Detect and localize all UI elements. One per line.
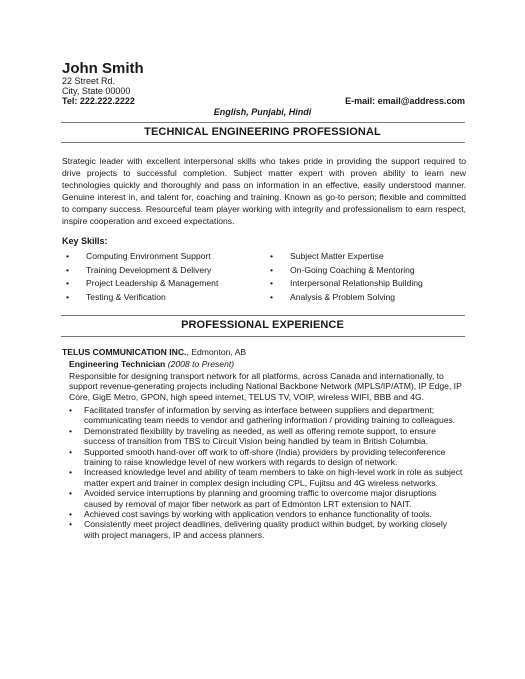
skills-list-left [66,250,218,304]
divider [61,315,465,316]
role-responsibility: Responsible for designing transport network for all platforms, across Canada and internationally, to support revenue-generating projects including National Backbone Network (MPLS/IP/ATM), IP Edge, IP Core, GigE Metro, GPON, high speed internet, TELUS TV, VOIP, wireless WIFI, BBB and 4G. [69,371,462,402]
skill-item: • Analysis & Problem Solving [270,291,423,305]
skill-item: • Testing & Verification [66,291,218,305]
divider [61,142,465,143]
email: E-mail: email@address.com [345,96,465,106]
key-skills-label: Key Skills: [62,236,108,246]
role-line [69,359,234,369]
telephone: Tel: 222.222.2222 [62,96,135,106]
skill-item: • Subject Matter Expertise [270,250,423,264]
divider [61,336,465,337]
candidate-name: John Smith [62,60,144,77]
role-title: Engineering Technician [69,359,166,369]
divider [61,122,465,123]
company-location: , Edmonton, AB [186,347,247,357]
achievement-item: • Avoided service interruptions by planning and grooming traffic to overcome major disruptions caused by removal of major fiber network as part of Edmonton LRT extension to NAIT. [69,488,464,509]
achievement-item: • Facilitated transfer of information by serving as interface between suppliers and department; communicating team needs to vendor and gathering information / providing training to colleagues. [69,405,464,426]
company-line [62,347,246,357]
skill-item: • On-Going Coaching & Mentoring [270,264,423,278]
skill-item: • Computing Environment Support [66,250,218,264]
skill-item: • Project Leadership & Management [66,277,218,291]
skills-list-right [270,250,423,304]
city-state: City, State 00000 [62,86,131,96]
profile-title: TECHNICAL ENGINEERING PROFESSIONAL [144,126,381,138]
skill-item: • Training Development & Delivery [66,264,218,278]
languages: English, Punjabi, Hindi [213,107,312,117]
role-dates: (2008 to Present) [167,359,235,369]
achievement-item: • Increased knowledge level and ability of team members to take on high-level work in role as subject matter expert and trainer in complex design including CPL, Fujitsu and 4G wireless networks. [69,467,464,488]
achievement-item: • Consistently meet project deadlines, delivering quality product within budget, by working closely with project managers, IP and access planners. [69,519,464,540]
achievement-item: • Demonstrated flexibility by traveling as needed, as well as offering remote support, to ensure success of transition from TBS to Circuit Vision being handled by team in British Columbia. [69,426,464,447]
achievement-item: • Supported smooth hand-over off work to off-shore (India) providers by providing teleconference training to raise knowledge level of new workers with regards to design of network. [69,447,464,468]
achievement-item: • Achieved cost savings by working with application vendors to enhance functionality of tools. [69,509,464,519]
skill-item: • Interpersonal Relationship Building [270,277,423,291]
company-name: TELUS COMMUNICATION INC. [62,347,187,357]
street-address: 22 Street Rd. [62,76,116,86]
achievements-list [69,405,464,540]
profile-summary: Strategic leader with excellent interpersonal skills who takes pride in providing the support required to drive projects to successful completion. Subject matter expert with proven ability to learn new technologies quickly and thoroughly and pass on information in an effective, easily understood manner. Genuine interest in, and talent for, coaching and training. Known as go-to person; flexible and committed to company success. Resourceful team player working with integrity and professionalism to earn respect, inspire cooperation and exceed expectations. [62,156,466,227]
experience-title: PROFESSIONAL EXPERIENCE [181,319,344,331]
